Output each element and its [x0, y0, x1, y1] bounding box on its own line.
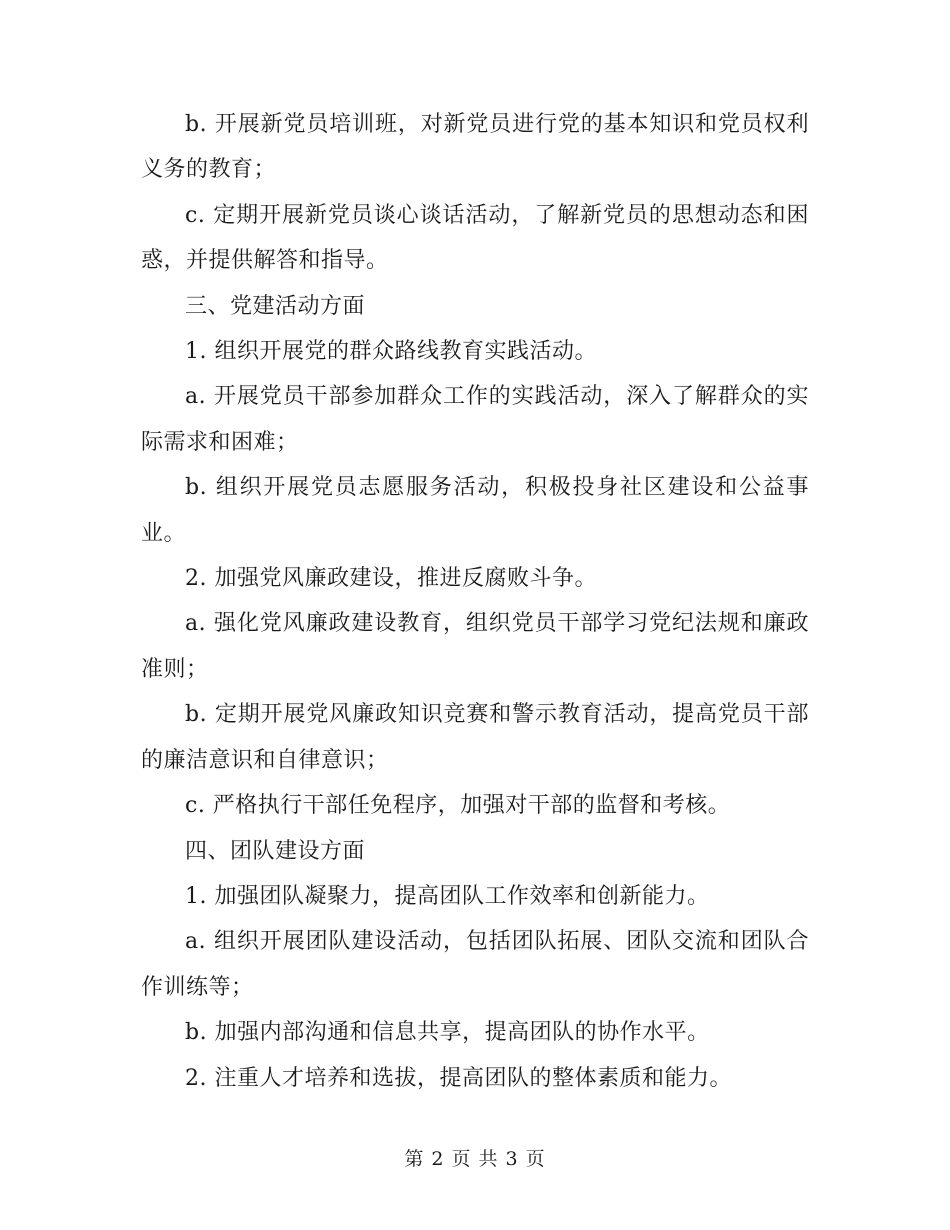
section-heading-team-building: 四、团队建设方面 [185, 838, 366, 864]
paragraph-2-talent: 2. 注重人才培养和选拔，提高团队的整体素质和能力。 [185, 1065, 732, 1091]
page-number-footer: 第 2 页 共 3 页 [404, 1148, 546, 1170]
paragraph-b-communication: b. 加强内部沟通和信息共享，提高团队的协作水平。 [185, 1020, 710, 1046]
paragraph-2-integrity: 2. 加强党风廉政建设，推进反腐败斗争。 [185, 566, 597, 592]
paragraph-c-appointment: c. 严格执行干部任免程序，加强对干部的监督和考核。 [185, 793, 731, 819]
paragraph-b-training: b. 开展新党员培训班，对新党员进行党的基本知识和党员权利义务的教育； [141, 112, 809, 183]
paragraph-b-volunteer: b. 组织开展党员志愿服务活动，积极投身社区建设和公益事业。 [141, 475, 809, 546]
paragraph-1-cohesion: 1. 加强团队凝聚力，提高团队工作效率和创新能力。 [185, 883, 710, 909]
paragraph-1-mass-line: 1. 组织开展党的群众路线教育实践活动。 [185, 339, 597, 365]
paragraph-a-team-activities: a. 组织开展团队建设活动，包括团队拓展、团队交流和团队合作训练等； [141, 929, 809, 1000]
paragraph-b-competition: b. 定期开展党风廉政知识竞赛和警示教育活动，提高党员干部的廉洁意识和自律意识； [141, 702, 809, 773]
section-heading-party-activities: 三、党建活动方面 [185, 293, 366, 319]
paragraph-c-talks: c. 定期开展新党员谈心谈话活动，了解新党员的思想动态和困惑，并提供解答和指导。 [141, 202, 809, 274]
document-body [141, 102, 809, 1101]
paragraph-a-integrity-education: a. 强化党风廉政建设教育，组织党员干部学习党纪法规和廉政准则； [141, 611, 809, 682]
paragraph-a-mass-work: a. 开展党员干部参加群众工作的实践活动，深入了解群众的实际需求和困难； [141, 384, 809, 455]
